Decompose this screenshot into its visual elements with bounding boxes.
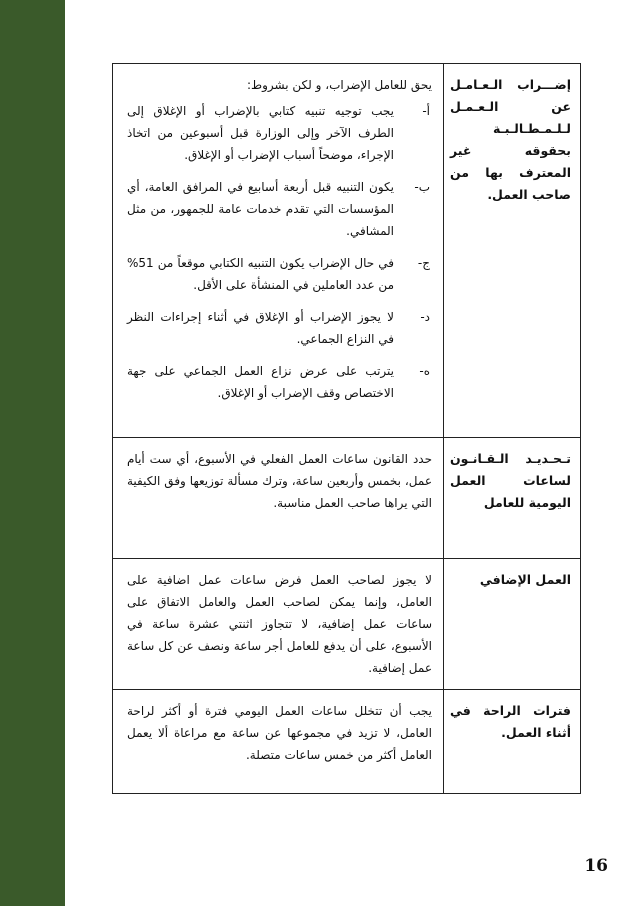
row-heading: إضـــراب الـعـامـل عن الـعـمـل لـلـمـطـالـبـة بحقوقه غير المعترف بها من صاحب العمل.: [444, 64, 581, 438]
table-row: [113, 438, 581, 559]
row-content: [113, 64, 444, 438]
item-text: لا يجوز الإضراب أو الإغلاق في أثناء إجراءات النظر في النزاع الجماعي.: [127, 310, 394, 346]
row-content: لا يجوز لصاحب العمل فرض ساعات عمل اضافية على العامل، وإنما يمكن لصاحب العمل والعامل الاتفاق على ساعات عمل إضافية، لا تتجاوز اثنتي عشرة ساعة في الأسبوع، على أن يدفع للعامل أجر ساعة ونصف عن كل ساعة عمل إضافية.: [113, 559, 444, 690]
item-text: يكون التنبيه قبل أربعة أسابيع في المرافق العامة، أي المؤسسات التي تقدم خدمات عامة للجمهور، من مثل المشافي.: [127, 180, 394, 238]
table-row: [113, 64, 581, 438]
table-row: [113, 559, 581, 690]
item-text: يترتب على عرض نزاع العمل الجماعي على جهة الاختصاص وقف الإضراب أو الإغلاق.: [127, 364, 394, 400]
list-item: [127, 360, 432, 404]
conditions-intro: يحق للعامل الإضراب، و لكن بشروط:: [246, 78, 432, 92]
item-text: في حال الإضراب يكون التنبيه الكتابي موقعاً من 51% من عدد العاملين في المنشأة على الأقل.: [127, 256, 394, 292]
table-row: [113, 690, 581, 794]
list-item: [127, 252, 432, 296]
row-heading: تـحـديـد الـقـانـون لساعات العمل اليومية للعامل: [444, 438, 581, 559]
labor-rights-table: [112, 63, 581, 794]
item-marker: د-: [420, 310, 430, 324]
row-content: حدد القانون ساعات العمل الفعلي في الأسبوع، أي ست أيام عمل، بخمس وأربعين ساعة، وترك مسألة توزيعها وفق الكيفية التي يراها صاحب العمل مناسبة.: [113, 438, 444, 559]
row-content: يجب أن تتخلل ساعات العمل اليومي فترة أو أكثر لراحة العامل، لا تزيد في مجموعها عن ساعة مع مراعاة ألا يعمل العامل أكثر من خمس ساعات متصلة.: [113, 690, 444, 794]
item-text: يجب توجيه تنبيه كتابي بالإضراب أو الإغلاق إلى الطرف الآخر وإلى الوزارة قبل أسبوعين من اتخاذ الإجراء، موضحاً أسباب الإضراب أو الإغلاق.: [127, 104, 394, 162]
side-color-bar: [0, 0, 65, 906]
row-heading: فترات الراحة في أثناء العمل.: [444, 690, 581, 794]
list-item: [127, 306, 432, 350]
row-heading: العمل الإضافي: [444, 559, 581, 690]
item-marker: أ-: [422, 104, 430, 118]
item-marker: ه-: [419, 364, 430, 378]
page-number: 16: [584, 856, 608, 876]
item-marker: ج-: [417, 256, 430, 270]
list-item: [127, 100, 432, 166]
list-item: [127, 176, 432, 242]
item-marker: ب-: [414, 180, 430, 194]
